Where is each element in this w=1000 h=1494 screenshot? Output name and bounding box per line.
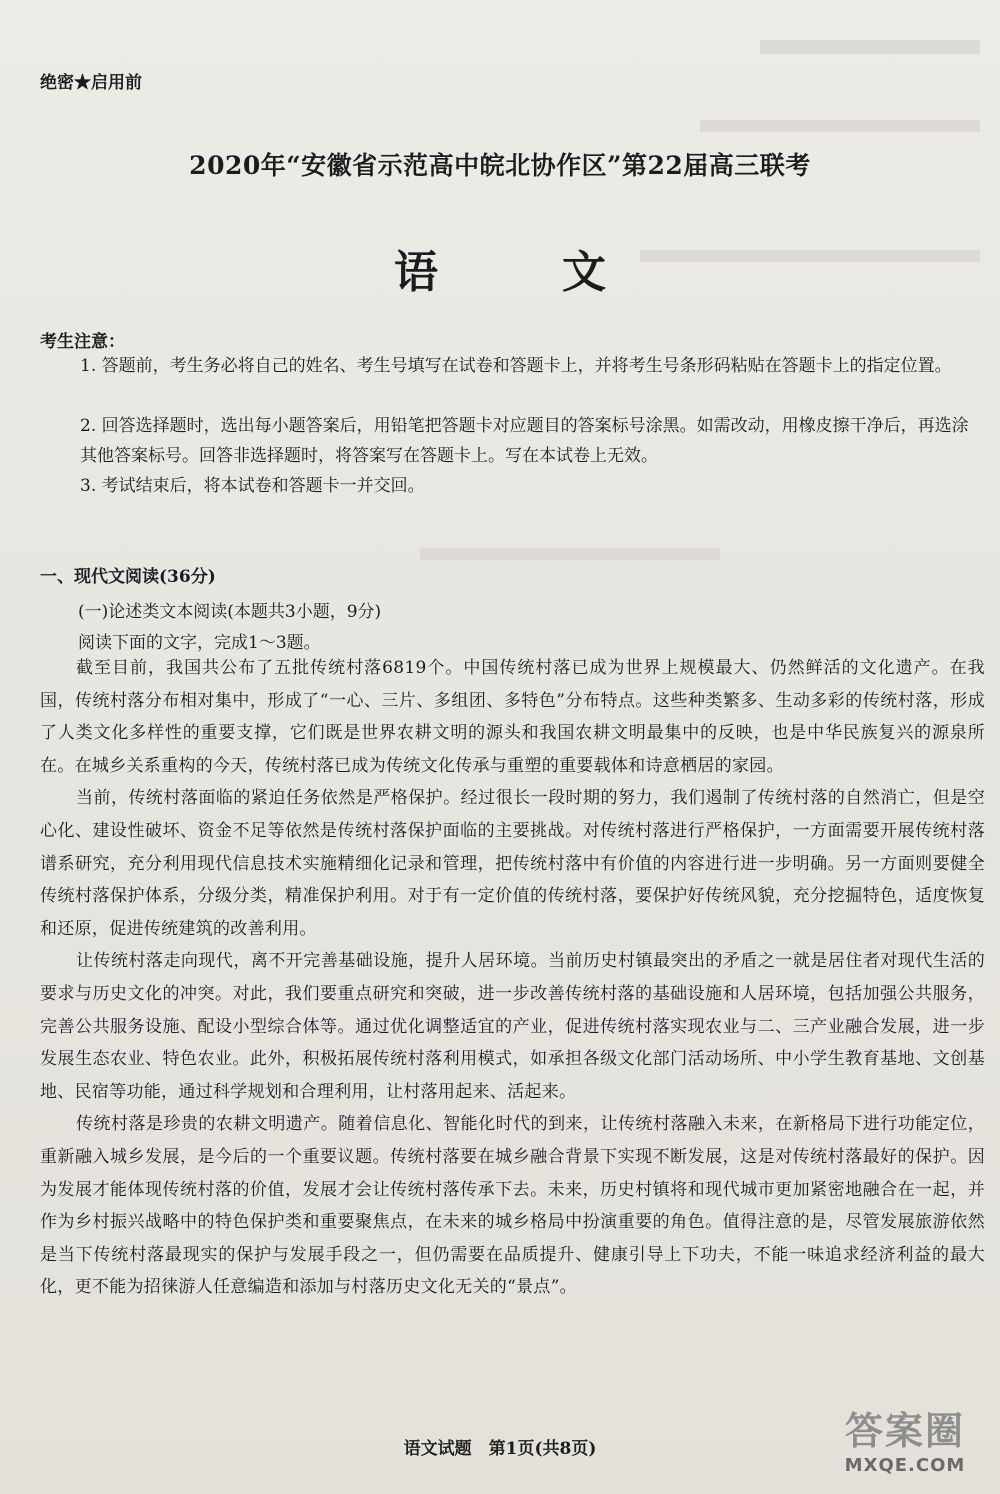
confidential-label: 绝密★启用前 <box>40 73 142 93</box>
page-footer: 语文试题 第1页(共8页) <box>403 1439 597 1459</box>
subject-title: 语 文 <box>394 247 646 298</box>
notice-item-1 <box>80 351 985 381</box>
passage-paragraph-4: 传统村落是珍贵的农耕文明遗产。随着信息化、智能化时代的到来，让传统村落融入未来，在新格局下进行功能定位，重新融入城乡发展，是今后的一个重要议题。传统村落要在城乡融合背景下实现不断发展，这是对传统村落最好的保护。因为发展才能体现传统村落的价值，发展才会让传统村落传承下去。未来，历史村镇将和现代城市更加紧密地融合在一起，并作为乡村振兴战略中的特色保护类和重要聚焦点，在未来的城乡格局中扮演重要的角色。值得注意的是，尽管发展旅游依然是当下传统村落最现实的保护与发展手段之一，但仍需要在品质提升、健康引导上下功夫，不能一味追求经济利益的最大化，更不能为招徕游人任意编造和添加与村落历史文化无关的“景点”。 <box>40 1114 985 1298</box>
passage-paragraph-2: 当前，传统村落面临的紧迫任务依然是严格保护。经过很长一段时期的努力，我们遏制了传统村落的自然消亡，但是空心化、建设性破坏、资金不足等依然是传统村落保护面临的主要挑战。对传统村落进行严格保护，一方面需要开展传统村落谱系研究，充分利用现代信息技术实施精细化记录和管理，把传统村落中有价值的内容进行进一步明确。另一方面则要健全传统村落保护体系，分级分类，精准保护利用。对于有一定价值的传统村落，要保护好传统风貌，充分挖掘特色，适度恢复和还原，促进传统建筑的改善利用。 <box>40 788 985 939</box>
passage-paragraph-1: 截至目前，我国共公布了五批传统村落6819个。中国传统村落已成为世界上规模最大、仍然鲜活的文化遗产。在我国，传统村落分布相对集中，形成了“一心、三片、多组团、多特色”分布特点。这些种类繁多、生动多彩的传统村落，形成了人类文化多样性的重要支撑，它们既是世界农耕文明的源头和我国农耕文明最集中的反映，也是中华民族复兴的源泉所在。在城乡关系重构的今天，传统村落已成为传统文化传承与重塑的重要载体和诗意栖居的家园。 <box>40 658 985 776</box>
notice-item-2 <box>80 411 985 471</box>
notice-item-2-text: 2. 回答选择题时，选出每小题答案后，用铅笔把答题卡对应题目的答案标号涂黑。如需改动，用橡皮擦干净后，再选涂其他答案标号。回答非选择题时，将答案写在答题卡上。写在本试卷上无效。 <box>80 416 969 466</box>
passage <box>40 652 985 1304</box>
notice-title: 考生注意： <box>40 332 125 352</box>
notice-item-3-text: 3. 考试结束后，将本试卷和答题卡一并交回。 <box>80 476 425 496</box>
watermark-logo <box>830 1398 980 1478</box>
bleed-through-4 <box>420 548 720 560</box>
watermark-mark-icon: 答案圈 <box>844 1409 965 1453</box>
passage-paragraph-3: 让传统村落走向现代，离不开完善基础设施，提升人居环境。当前历史村镇最突出的矛盾之一就是居住者对现代生活的要求与历史文化的冲突。对此，我们要重点研究和突破，进一步改善传统村落的基础设施和人居环境，包括加强公共服务，完善公共服务设施、配设小型综合体等。通过优化调整适宜的产业，促进传统村落实现农业与二、三产业融合发展，进一步发展生态农业、特色农业。此外，积极拓展传统村落利用模式，如承担各级文化部门活动场所、中小学生教育基地、文创基地、民宿等功能，通过科学规划和合理利用，让村落用起来、活起来。 <box>40 951 985 1102</box>
bleed-through-2 <box>700 120 980 132</box>
exam-title: 2020年“安徽省示范高中皖北协作区”第22届高三联考 <box>189 151 811 180</box>
bleed-through-1 <box>760 40 980 54</box>
notice-item-3 <box>80 471 985 501</box>
notice-item-1-text: 1. 答题前，考生务必将自己的姓名、考生号填写在试卷和答题卡上，并将考生号条形码粘贴在答题卡上的指定位置。 <box>80 356 952 376</box>
section-title: 一、现代文阅读(36分) <box>40 567 216 587</box>
watermark-url: MXQE.COM <box>844 1455 966 1476</box>
section-subtitle: (一)论述类文本阅读(本题共3小题，9分) <box>78 602 382 622</box>
section-instruction: 阅读下面的文字，完成1～3题。 <box>78 633 321 653</box>
